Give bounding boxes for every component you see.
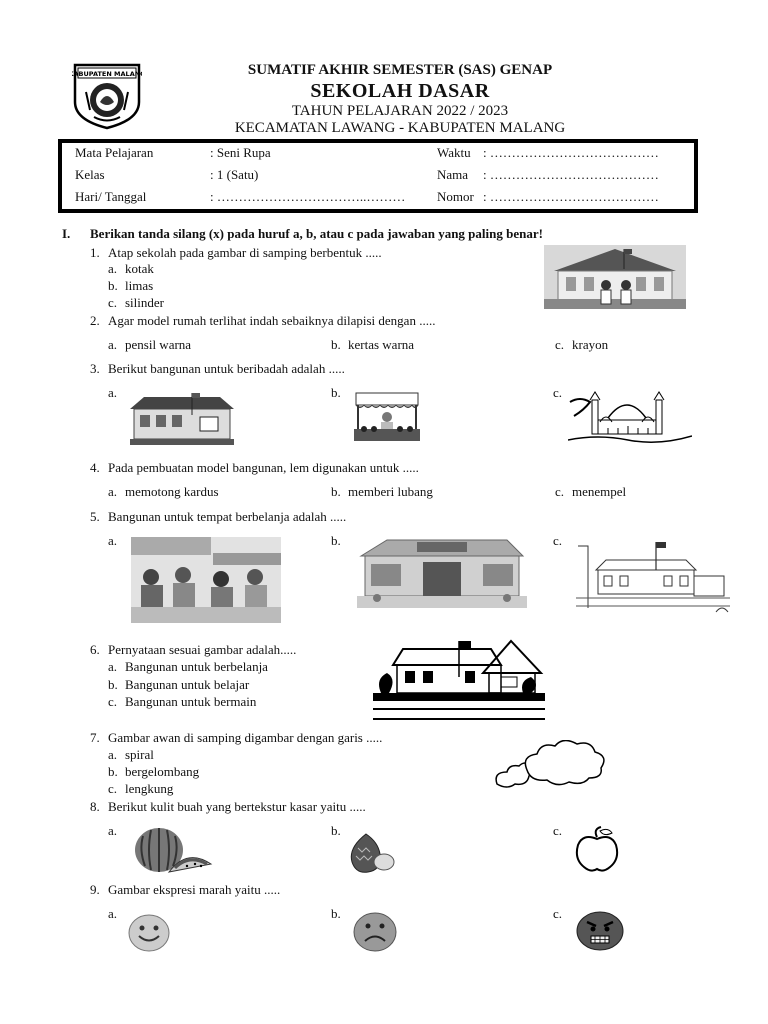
market-stall-image (352, 391, 422, 448)
q1-option-b[interactable]: limas (125, 278, 154, 293)
section-number: I. (62, 226, 71, 241)
watermelon-image (133, 826, 213, 879)
question-4-number: 4. (90, 460, 100, 475)
q4-option-c[interactable]: menempel (572, 484, 627, 499)
q6-option-a-letter[interactable]: a. (108, 659, 118, 674)
q4-option-b[interactable]: memberi lubang (348, 484, 433, 499)
label-waktu: Waktu (437, 145, 471, 160)
q7-option-c[interactable]: lengkung (125, 781, 174, 796)
value-nama[interactable]: : ………………………………… (483, 167, 659, 182)
sad-face-icon (352, 911, 398, 958)
value-kelas: : 1 (Satu) (210, 167, 259, 182)
value-waktu[interactable]: : ………………………………… (483, 145, 659, 160)
q2-option-b[interactable]: kertas warna (348, 337, 415, 352)
q8-option-a-letter[interactable]: a. (108, 823, 118, 838)
school-photo-image (544, 245, 686, 314)
section-instruction: Berikan tanda silang (x) pada huruf a, b, atau c pada jawaban yang paling benar! (90, 226, 543, 241)
q8-option-b-letter[interactable]: b. (331, 823, 341, 838)
school-line-drawing-image (373, 633, 545, 730)
q2-option-c-letter[interactable]: c. (555, 337, 565, 352)
question-4-text: Pada pembuatan model bangunan, lem digunakan untuk ..... (108, 460, 419, 475)
q1-option-a-letter[interactable]: a. (108, 261, 118, 276)
q6-option-c-letter[interactable]: c. (108, 694, 118, 709)
q2-option-a-letter[interactable]: a. (108, 337, 118, 352)
q2-option-a[interactable]: pensil warna (125, 337, 192, 352)
q4-option-a-letter[interactable]: a. (108, 484, 118, 499)
school-building-image (130, 391, 234, 450)
q1-option-c-letter[interactable]: c. (108, 295, 118, 310)
header-line-3: TAHUN PELAJARAN 2022 / 2023 (291, 103, 509, 119)
q2-option-c[interactable]: krayon (572, 337, 609, 352)
question-3-text: Berikut bangunan untuk beribadah adalah ..... (108, 361, 345, 376)
question-1-number: 1. (90, 245, 100, 260)
happy-face-icon (127, 913, 171, 958)
q1-option-b-letter[interactable]: b. (108, 278, 118, 293)
q7-option-a-letter[interactable]: a. (108, 747, 118, 762)
question-7-number: 7. (90, 730, 100, 745)
value-mata-pelajaran: : Seni Rupa (210, 145, 271, 160)
value-nomor[interactable]: : ………………………………… (483, 189, 659, 204)
kabupaten-malang-logo (72, 62, 142, 135)
logo-text: KABUPATEN MALANG (72, 70, 142, 78)
q6-option-a[interactable]: Bangunan untuk berbelanja (125, 659, 268, 674)
q7-option-b[interactable]: bergelombang (125, 764, 200, 779)
mosque-sketch-image (568, 390, 692, 453)
q5-option-b-letter[interactable]: b. (331, 533, 341, 548)
q7-option-b-letter[interactable]: b. (108, 764, 118, 779)
q3-option-a-letter[interactable]: a. (108, 385, 118, 400)
question-8-text: Berikut kulit buah yang bertekstur kasar yaitu ..... (108, 799, 366, 814)
q4-option-c-letter[interactable]: c. (555, 484, 565, 499)
label-hari-tanggal: Hari/ Tanggal (75, 189, 147, 204)
question-6-text: Pernyataan sesuai gambar adalah..... (108, 642, 297, 657)
label-mata-pelajaran: Mata Pelajaran (75, 145, 154, 160)
q6-option-b[interactable]: Bangunan untuk belajar (125, 677, 250, 692)
value-hari-tanggal[interactable]: : ……………………………..……… (210, 189, 406, 204)
question-5-number: 5. (90, 509, 100, 524)
q9-option-a-letter[interactable]: a. (108, 906, 118, 921)
q7-option-c-letter[interactable]: c. (108, 781, 118, 796)
apple-outline-image (574, 825, 620, 878)
question-8-number: 8. (90, 799, 100, 814)
q9-option-b-letter[interactable]: b. (331, 906, 341, 921)
q1-option-c[interactable]: silinder (125, 295, 164, 310)
question-6-number: 6. (90, 642, 100, 657)
q5-option-c-letter[interactable]: c. (553, 533, 563, 548)
shopping-mall-image (357, 534, 527, 613)
q9-option-c-letter[interactable]: c. (553, 906, 563, 921)
q5-option-a-letter[interactable]: a. (108, 533, 118, 548)
label-nomor: Nomor (437, 189, 474, 204)
q6-option-b-letter[interactable]: b. (108, 677, 118, 692)
traditional-market-image (131, 537, 281, 628)
question-2-number: 2. (90, 313, 100, 328)
question-7-text: Gambar awan di samping digambar dengan garis ..... (108, 730, 383, 745)
q4-option-b-letter[interactable]: b. (331, 484, 341, 499)
q8-option-c-letter[interactable]: c. (553, 823, 563, 838)
question-5-text: Bangunan untuk tempat berbelanja adalah ..... (108, 509, 347, 524)
question-9-number: 9. (90, 882, 100, 897)
header-line-1: SUMATIF AKHIR SEMESTER (SAS) GENAP (247, 62, 553, 78)
q6-option-c[interactable]: Bangunan untuk bermain (125, 694, 257, 709)
q2-option-b-letter[interactable]: b. (331, 337, 341, 352)
angry-face-icon (575, 910, 625, 957)
question-1-text: Atap sekolah pada gambar di samping berbentuk ..... (108, 245, 382, 260)
label-nama: Nama (437, 167, 469, 182)
question-9-text: Gambar ekspresi marah yaitu ..... (108, 882, 281, 897)
header-line-2: SEKOLAH DASAR (310, 80, 490, 102)
q3-option-b-letter[interactable]: b. (331, 385, 341, 400)
question-2-text: Agar model rumah terlihat indah sebaiknya dilapisi dengan ..... (108, 313, 436, 328)
q4-option-a[interactable]: memotong kardus (125, 484, 219, 499)
label-kelas: Kelas (75, 167, 105, 182)
header-line-4: KECAMATAN LAWANG - KABUPATEN MALANG (234, 120, 566, 136)
question-3-number: 3. (90, 361, 100, 376)
q1-option-a[interactable]: kotak (125, 261, 154, 276)
salak-fruit-image (346, 830, 396, 879)
q3-option-c-letter[interactable]: c. (553, 385, 563, 400)
cloud-drawing-image (493, 740, 623, 797)
school-sketch-image (576, 536, 730, 627)
q7-option-a[interactable]: spiral (125, 747, 154, 762)
